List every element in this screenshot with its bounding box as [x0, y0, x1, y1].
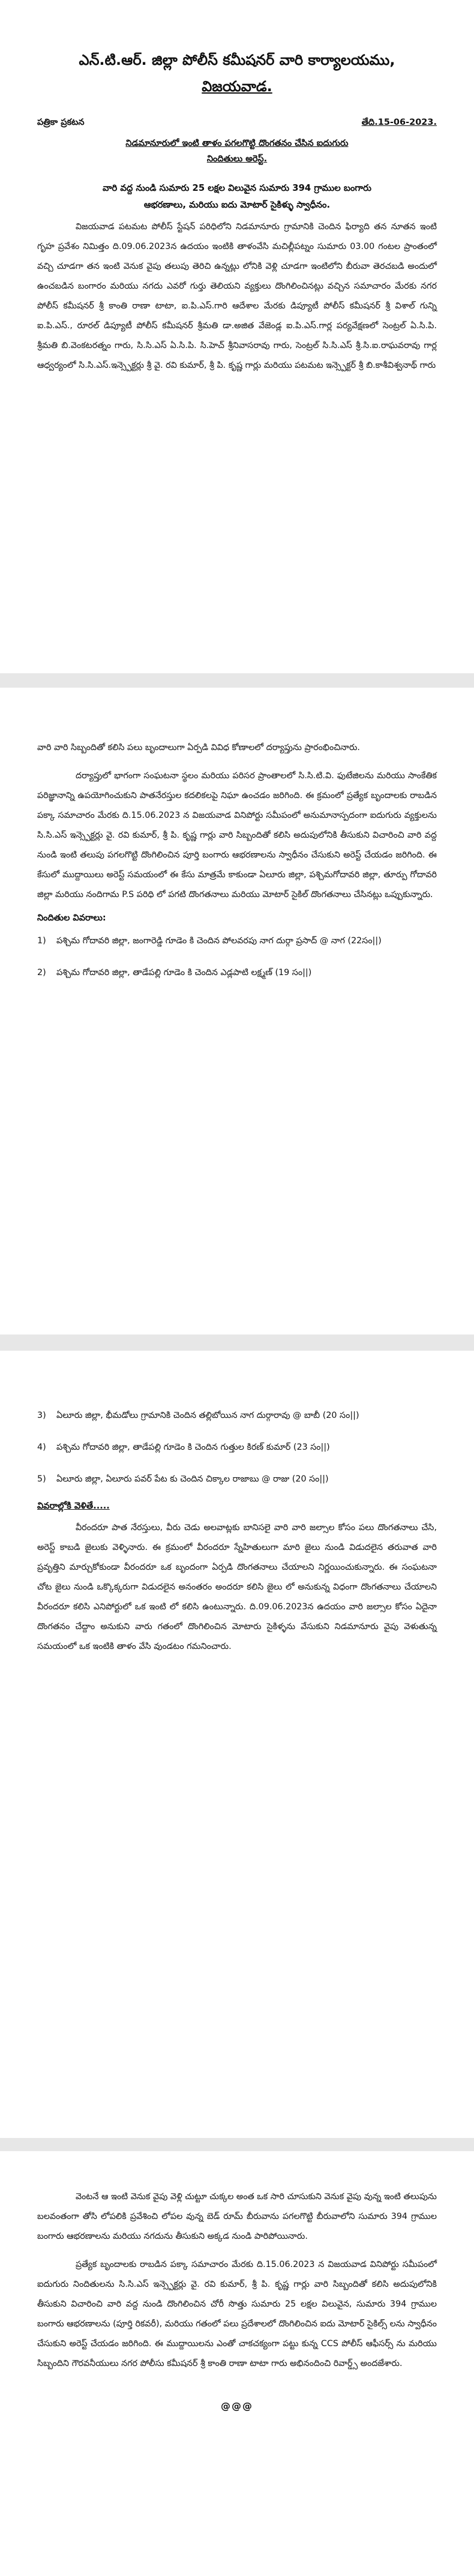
subject	[37, 136, 437, 167]
accused-number-1: 1)	[37, 936, 46, 946]
headline-line2: ఆభరణాలు, మరియు ఐదు మోటార్ సైకిళ్ళు స్వాధీనం.	[143, 200, 331, 210]
letterhead	[37, 0, 437, 100]
paragraph-5: ప్రత్యేక బృందాలకు రాబడిన పక్కా సమాచారం మేరకు ది.15.06.2023 న విజయవాడ వినిపోర్టు సమీపంలో ఐదుగురు నిందితులను సి.సి.ఎస్ ఇన్స్పెక్టర్లు వై. రవి కుమార్, శ్రీ పి. కృష్ణ గార్లు వారి సిబ్బందితో కలిసి అదుపులోనికి తీసుకుని విచారించి వారి వద్ద నుండి దొంగిలించిన చోరీ సొత్తు సుమారు 25 లక్షల విలువైన, సుమారు 394 గ్రాముల బంగారు ఆభరణాలను (పూర్తి రికవరీ), మరియు గతంలో పలు ప్రదేశాలలో దొంగిలించిన ఐదు మోటార్ సైకిల్స్ లను స్వాధీనం చేసుకుని అరెస్ట్ చేయడం జరిగింది. ఈ ముద్దాయిలను ఎంతో చాకచక్యంగా పట్టు కున్న CCS పోలీస్ ఆఫీసర్స్ ను మరియు సిబ్బందిని గౌరవనీయులు నగర పోలీసు కమీషనర్ శ్రీ కాంతి రాణా టాటా గారు అభినందించి రివార్డ్స్ అందజేశారు.	[37, 2260, 437, 2368]
accused-number-2: 2)	[37, 968, 46, 977]
accused-number-4: 4)	[37, 1443, 46, 1452]
document-page-2	[0, 688, 474, 1335]
paragraph-continued: వారి వారి సిబ్బందితో కలిసి పలు బృందాలుగా ఏర్పడి వివిధ కోణాలలో దర్యాప్తును ప్రారంభించినారు.	[37, 743, 360, 752]
accused-item-2	[37, 963, 437, 983]
accused-text-3: ఏలూరు జిల్లా, భీమడోలు గ్రామానికి చెందిన తల్లిబోయిన నాగ దుర్గారావు @ బాబీ (20 సం||)	[56, 1411, 359, 1420]
accused-text-4: పశ్చిమ గోదావరి జిల్లా, తాడేపల్లి గూడెం కి చెందిన గుత్తుల కిరణ్ కుమార్ (23 సం||)	[56, 1443, 330, 1452]
accused-text-1: పశ్చిమ గోదావరి జిల్లా, జంగారెడ్డి గూడెం కి చెందిన పోలవరపు నాగ దుర్గా ప్రసాద్ @ నాగ (22సం||)	[56, 936, 382, 946]
paragraph-3: వీరందరూ పాత నేరస్తులు, వీరు చెడు అలవాట్లకు బానిసలై వారి వారి జల్సాల కోసం పలు దొంగతనాలు చేసి, అరెస్ట్ కాబడి జైలుకు వెళ్ళినారు. ఈ క్రమంలో వీరందరూ స్నేహితులుగా మారి జైలు నుండి విడుదలైన తరువాత వారి ప్రవృత్తిని మార్చుకోకుండా వీరందరూ ఒక బృందంగా ఏర్పడి దొంగతనాలు చేయాలని నిర్ణయించుకున్నారు. ఈ సంఘటనా చోట జైలు నుండి ఒక్కొక్కరుగా విడుదలైన అనంతరం అందరూ కలిసి జైలు లో అనుకున్న విధంగా దొంగతనాలు చేయాలని వీరందరూ కలిసి ఎనిపోర్టులో ఒక ఇంటి లో కలిసి ఉంటున్నారు. ది.09.06.2023న ఉదయం వారి జల్సాల కోసం ఏదైనా దొంగతనం చేద్దాం అనుకుని వారు గతంలో దొంగిలించిన మోటారు సైకిళ్ళను వేసుకుని నిడమానూరు వైపు వెళుతున్న సమయంలో ఒక ఇంటికి తాళం వేసి వుండటం గమనించారు.	[37, 1523, 437, 1651]
office-title-line2: విజయవాడ.	[202, 78, 272, 95]
accused-item-5	[37, 1470, 437, 1489]
accused-text-5: ఏలూరు జిల్లా, ఏలూరు పవర్ పేట కు చెందిన చిక్కాల రాజాబు @ రాజు (20 సం||)	[56, 1474, 329, 1484]
accused-item-1	[37, 931, 437, 951]
document-page-3	[0, 1351, 474, 2138]
accused-text-2: పశ్చిమ గోదావరి జిల్లా, తాడేపల్లి గూడెం కి చెందిన ఎడ్లపాటి లక్ష్మణ్ (19 సం||)	[56, 968, 312, 977]
subject-line1: నిడమానూరులో ఇంటి తాళం పగలగొట్టి దొంగతనం చేసిన ఐదుగురు	[125, 139, 349, 148]
headline-line1: వారి వద్ద నుండి సుమారు 25 లక్షల విలువైన సుమారు 394 గ్రాముల బంగారు	[102, 183, 372, 193]
press-note-date: తేది.15-06-2023.	[361, 118, 437, 127]
headline	[37, 180, 437, 214]
details-heading: వివరాల్లోకి వెళితే.....	[37, 1501, 110, 1511]
document-page-1	[0, 0, 474, 673]
paragraph-2: దర్యాప్తులో భాగంగా సంఘటనా స్థలం మరియు పరిసర ప్రాంతాలలో సి.సి.టి.వి. ఫుటేజిలను మరియు సాంకేతిక పరిజ్ఞానాన్ని ఉపయోగించుకుని పాతనేరస్తుల కదలికలపై నిఘా ఉంచడం జరిగింది. ఈ క్రమంలో ప్రత్యేక బృందాలకు రాబడిన పక్కా సమాచారం మేరకు ది.15.06.2023 న విజయవాడ వినిపోర్టు సమీపంలో అనుమానాస్పదంగా ఐదుగురు వ్యక్తులను సి.సి.ఎస్ ఇన్స్పెక్టర్లు వై. రవి కుమార్, శ్రీ పి. కృష్ణ గార్లు వారి సిబ్బందితో కలిసి అదుపులోనికి తీసుకుని విచారించి వారి వద్ద నుండి ఇంటి తలుపు పగలగొట్టి దొంగిలించిన పూర్తి బంగారు ఆభరణాలను స్వాధీనం చేసుకుని అరెస్ట్ చేయడం జరిగింది. ఈ కేసులో ముద్దాయిలు అరెస్ట్ సమయంలో ఈ కేసు మాత్రమే కాకుండా ఏలూరు జిల్లా, పశ్చిమగోదావరి జిల్లా, తూర్పు గోదావరి జిల్లా మరియు నందిగామ P.S పరిధి లో పగటి దొంగతనాలు మరియు మోటార్ సైకిల్ దొంగతనాలు చేసినట్లు ఒప్పుకున్నారు.	[37, 771, 437, 899]
press-note-label: పత్రికా ప్రకటన	[37, 118, 85, 127]
accused-number-3: 3)	[37, 1411, 46, 1420]
accused-item-4	[37, 1438, 437, 1458]
accused-number-5: 5)	[37, 1474, 46, 1484]
press-note-row	[37, 118, 437, 130]
end-mark: @@@	[221, 2400, 253, 2412]
subject-line2: నిందితులు అరెస్ట్.	[206, 154, 268, 164]
document-page-4	[0, 2151, 474, 2576]
paragraph-4: వెంటనే ఆ ఇంటి వెనుక వైపు వెళ్లి చుట్టూ చుక్కల అంత ఒక సారి చూసుకుని వెనుక వైపు వున్న ఇంటి తలుపును బలవంతంగా తోసి లోపలికి ప్రవేశించి లోపల వున్న బెడ్ రూమ్ బీరువాను పగలగొట్టి బీరువాలోని సుమారు 394 గ్రాముల బంగారు ఆభరణాలను మరియు నగదును తీసుకుని అక్కడ నుండి పారిపోయినారు.	[37, 2192, 437, 2241]
office-title-line1: ఎన్.టి.ఆర్. జిల్లా పోలీస్ కమీషనర్ వారి కార్యాలయము,	[79, 52, 395, 68]
accused-item-3	[37, 1406, 437, 1426]
paragraph-1: విజయవాడ పటమట పోలీస్ స్టేషన్ పరిధిలోని నిడమానూరు గ్రామానికి చెందిన ఫిర్యాది తన నూతన ఇంటి గృహ ప్రవేశం నిమిత్తం ది.09.06.2023న ఉదయం ఇంటికి తాళంవేసి మచిల్లీపట్నం సుమారు 03.00 గంటల ప్రాంతంలో వచ్చి చూడగా తన ఇంటి వెనుక వైపు తలుపు తెరిచి ఉన్నట్లు లోనికి వెళ్లి చూడగా ఇంటిలోని బీరువా తెరచబడి అందులో ఉంచబడిన బంగారం మరియు నగదు ఎవరో గుర్తు తెలియని వ్యక్తులు దొంగిలించినట్లు వచ్చిన సమాచారం మేరకు నగర పోలీస్ కమీషనర్ శ్రీ కాంతి రాణా టాటా, ఐ.పి.ఎస్.గారి ఆదేశాల మేరకు డిప్యూటీ పోలీస్ కమీషనర్ శ్రీ విశాల్ గున్ని ఐ.పి.ఎస్., రూరల్ డిప్యూటీ పోలీస్ కమీషనర్ శ్రీమతి డా.అజిత వేజెండ్ల ఐ.పి.ఎస్.గార్ల పర్యవేక్షణలో సెంట్రల్ ఏ.సి.పి. శ్రీమతి బి.వెంకటరత్నం గారు, సి.సి.ఎస్ ఏ.సి.పి. సి.హెచ్ శ్రీనివాసరావు గారు, సెంట్రల్ సి.సి.ఎస్ శ్రీ.సి.ఐ.రాఘవరావు గార్ల ఆధ్వర్యంలో సి.సి.ఎస్.ఇన్స్పెక్టర్లు శ్రీ వై. రవి కుమార్, శ్రీ పి. కృష్ణ గార్లు మరియు పటమట ఇన్స్పెక్టర్ శ్రీ బి.కాశీవిశ్వనాథ్ గారు	[37, 222, 437, 370]
accused-heading: నిందితుల వివరాలు:	[37, 913, 106, 923]
